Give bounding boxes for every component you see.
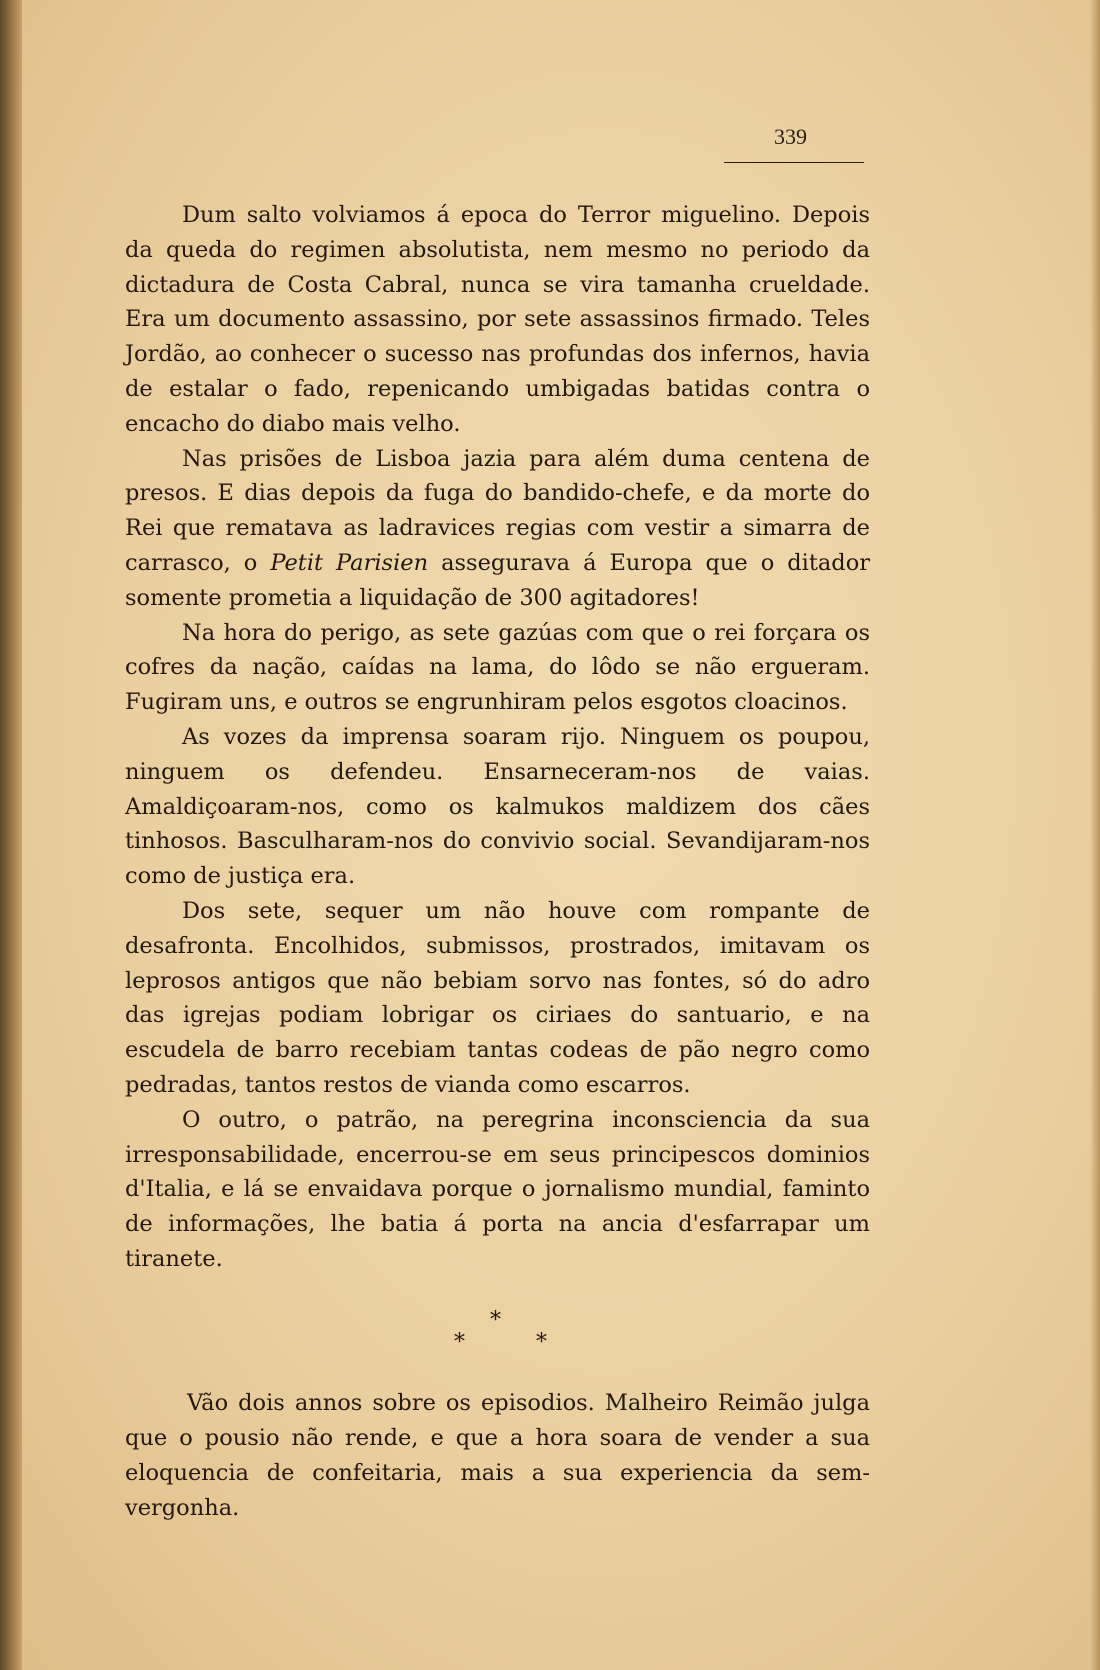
- asterisk-left: *: [454, 1330, 465, 1355]
- page-edge-shadow: [1090, 0, 1100, 1670]
- closing-text: [125, 1386, 870, 1526]
- page-number: 339: [774, 124, 807, 149]
- paragraph-4: As vozes da imprensa soaram rijo. Ninguem os poupou, ninguem os defendeu. Ensarneceram-nos de vaias. Amaldiçoaram-nos, como os kalmukos maldizem dos cães tinhosos. Basculharam-nos do convivio social. Sevandijaram-nos como de justiça era.: [125, 723, 870, 890]
- paragraph-3: Na hora do perigo, as sete gazúas com que o rei forçara os cofres da nação, caídas na lama, do lôdo se não ergueram. Fugiram uns, e outros se engrunhiram pelos esgotos cloacinos.: [125, 619, 870, 716]
- asterisk-right: *: [536, 1330, 547, 1355]
- paragraph-7: Vão dois annos sobre os episodios. Malheiro Reimão julga que o pousio não rende, e que a hora soara de vender a sua eloquencia de confeitaria, mais a sua experiencia da sem-vergonha.: [125, 1390, 870, 1521]
- paragraph-5: Dos sete, sequer um não houve com rompante de desafronta. Encolhidos, submissos, prostrados, imitavam os leprosos antigos que não bebiam sorvo nas fontes, só do adro das igrejas podiam lobrigar os ciriaes do santuario, e na escudela de barro recebiam tantas codeas de pão negro como pedradas, tantos restos de vianda como escarros.: [125, 897, 870, 1098]
- paragraph-6: O outro, o patrão, na peregrina inconsciencia da sua irresponsabilidade, encerrou-se em seus principescos dominios d'Italia, e lá se envaidava porque o jornalismo mundial, faminto de informações, lhe batia á porta na ancia d'esfarrapar um tiranete.: [125, 1106, 870, 1272]
- paragraph-2-part-1: Nas prisões de Lisboa jazia para além duma centena de presos. E dias depois da fuga do bandido-chefe, e da morte do Rei que rematava as ladravices regias com vestir a simarra de carrasco, o: [125, 445, 870, 576]
- paragraph-2: [125, 442, 870, 616]
- section-separator-asterism: [450, 1308, 550, 1355]
- paragraph-2-part-2: assegurava á Europa que o ditador somente prometia a liquidação de 300 agitadores!: [125, 549, 871, 611]
- header-rule: [724, 162, 864, 163]
- asterisk-top: *: [490, 1308, 501, 1333]
- newspaper-title: Petit Parisien: [270, 549, 429, 576]
- body-text: [125, 198, 870, 1277]
- binding-edge: [0, 0, 22, 1670]
- paragraph-1: Dum salto volviamos á epoca do Terror miguelino. Depois da queda do regimen absolutista, nem mesmo no periodo da dictadura de Costa Cabral, nunca se vira tamanha crueldade. Era um documento assassino, por sete assassinos firmado. Teles Jordão, ao conhecer o sucesso nas profundas dos infernos, havia de estalar o fado, repenicando umbigadas batidas contra o encacho do diabo mais velho.: [125, 202, 870, 437]
